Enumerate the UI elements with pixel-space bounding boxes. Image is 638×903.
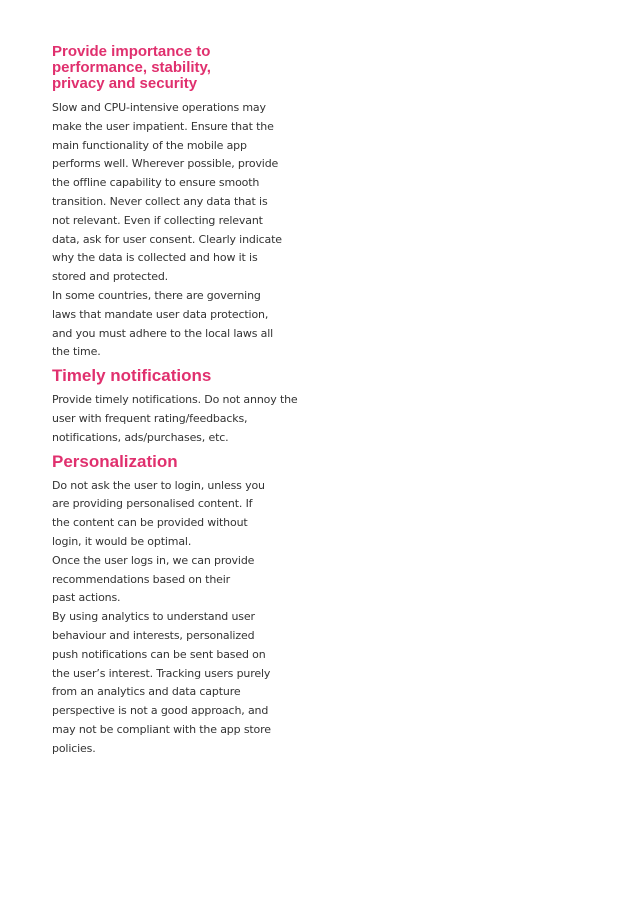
paragraph-performance-1 xyxy=(52,99,302,287)
section-heading-personalization xyxy=(52,452,302,472)
text-line: the offline capability to ensure smooth xyxy=(52,176,260,190)
text-line: By using analytics to understand user xyxy=(52,610,255,624)
paragraph-personalization-2 xyxy=(52,552,302,608)
text-line: past actions. xyxy=(52,591,121,605)
section-heading-timely-notifications xyxy=(52,366,302,386)
text-line: data, ask for user consent. Clearly indicate xyxy=(52,232,282,246)
text-line: Provide timely notifications. Do not annoy the xyxy=(52,393,298,407)
heading-line: Provide importance to xyxy=(52,43,211,60)
heading-line: Personalization xyxy=(52,451,178,471)
heading-line: Timely notifications xyxy=(52,366,212,386)
paragraph-notifications xyxy=(52,391,302,447)
text-line: Once the user logs in, we can provide xyxy=(52,553,255,567)
text-line: main functionality of the mobile app xyxy=(52,138,247,152)
paragraph-personalization-3 xyxy=(52,608,302,758)
heading-line: performance, stability, xyxy=(52,59,211,76)
text-line: laws that mandate user data protection, xyxy=(52,307,269,321)
text-line: the user’s interest. Tracking users purely xyxy=(52,666,271,680)
heading-line: privacy and security xyxy=(52,75,198,92)
text-line: the time. xyxy=(52,345,101,359)
section-heading-performance xyxy=(52,44,302,92)
text-line: may not be compliant with the app store xyxy=(52,722,271,736)
text-line: push notifications can be sent based on xyxy=(52,647,266,661)
text-line: are providing personalised content. If xyxy=(52,497,253,511)
text-line: policies. xyxy=(52,741,96,755)
text-line: the content can be provided without xyxy=(52,516,248,530)
paragraph-personalization-1 xyxy=(52,477,302,552)
text-line: login, it would be optimal. xyxy=(52,534,192,548)
text-line: notifications, ads/purchases, etc. xyxy=(52,430,229,444)
text-line: In some countries, there are governing xyxy=(52,288,261,302)
text-line: Slow and CPU-intensive operations may xyxy=(52,101,266,114)
text-line: behaviour and interests, personalized xyxy=(52,628,255,642)
text-line: perspective is not a good approach, and xyxy=(52,704,269,718)
text-line: Do not ask the user to login, unless you xyxy=(52,478,265,492)
text-line: and you must adhere to the local laws all xyxy=(52,326,274,340)
text-line: from an analytics and data capture xyxy=(52,685,241,699)
text-line: make the user impatient. Ensure that the xyxy=(52,119,274,133)
text-line: transition. Never collect any data that is xyxy=(52,194,268,208)
document-page xyxy=(52,44,302,759)
paragraph-performance-2 xyxy=(52,287,302,362)
text-line: performs well. Wherever possible, provide xyxy=(52,157,279,171)
text-line: not relevant. Even if collecting relevant xyxy=(52,213,263,227)
text-line: recommendations based on their xyxy=(52,572,231,586)
text-line: stored and protected. xyxy=(52,270,169,284)
text-line: user with frequent rating/feedbacks, xyxy=(52,411,248,425)
text-line: why the data is collected and how it is xyxy=(52,251,258,265)
